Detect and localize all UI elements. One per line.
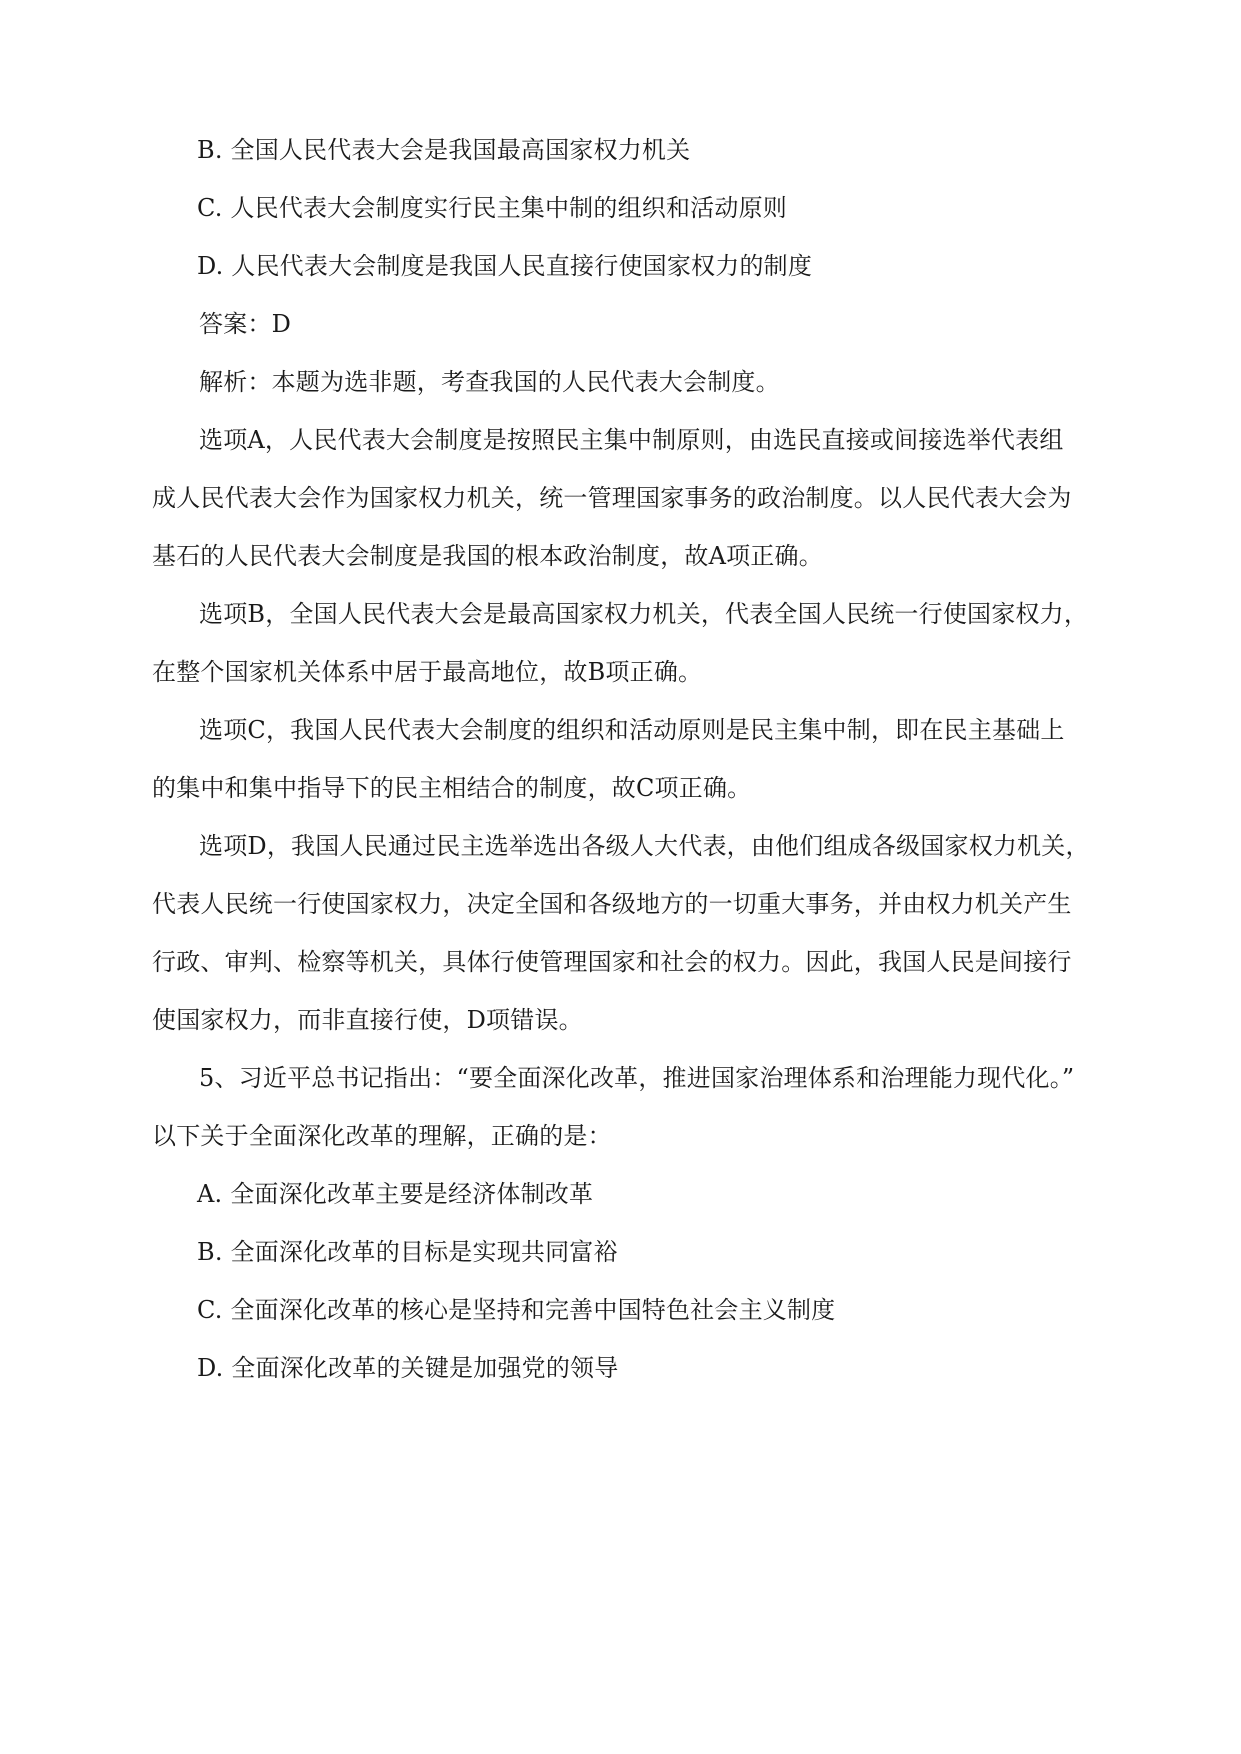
q4-analysis-a-line: 基石的人民代表大会制度是我国的根本政治制度，故A项正确。	[152, 542, 823, 570]
q4-analysis-d-line: 代表人民统一行使国家权力，决定全国和各级地方的一切重大事务，并由权力机关产生	[152, 890, 1072, 918]
q5-option-a: A. 全面深化改革主要是经济体制改革	[197, 1180, 594, 1208]
q4-analysis-c-line: 选项C，我国人民代表大会制度的组织和活动原则是民主集中制，即在民主基础上	[199, 716, 1065, 744]
q4-option-d: D. 人民代表大会制度是我国人民直接行使国家权力的制度	[197, 252, 813, 280]
q4-analysis-a-line: 选项A，人民代表大会制度是按照民主集中制原则，由选民直接或间接选举代表组	[199, 426, 1064, 454]
q4-analysis-a-line: 成人民代表大会作为国家权力机关，统一管理国家事务的政治制度。以人民代表大会为	[152, 484, 1072, 512]
q4-analysis-d-line: 行政、审判、检察等机关，具体行使管理国家和社会的权力。因此，我国人民是间接行	[152, 948, 1072, 976]
q4-option-b: B. 全国人民代表大会是我国最高国家权力机关	[197, 136, 691, 164]
q4-analysis-d-line: 选项D，我国人民通过民主选举选出各级人大代表，由他们组成各级国家权力机关，	[199, 832, 1090, 860]
q4-option-c: C. 人民代表大会制度实行民主集中制的组织和活动原则	[197, 194, 787, 222]
q4-analysis-c-line: 的集中和集中指导下的民主相结合的制度，故C项正确。	[152, 774, 752, 802]
q4-answer: 答案：D	[199, 310, 292, 338]
q4-analysis-b-line: 选项B，全国人民代表大会是最高国家权力机关，代表全国人民统一行使国家权力，	[199, 600, 1089, 628]
q5-stem-line: 以下关于全面深化改革的理解，正确的是：	[152, 1122, 612, 1150]
q5-option-d: D. 全面深化改革的关键是加强党的领导	[197, 1354, 619, 1382]
q5-option-b: B. 全面深化改革的目标是实现共同富裕	[197, 1238, 618, 1266]
q4-analysis-b-line: 在整个国家机关体系中居于最高地位，故B项正确。	[152, 658, 703, 686]
q5-stem-line: 5、习近平总书记指出：“要全面深化改革，推进国家治理体系和治理能力现代化。”	[199, 1064, 1075, 1092]
q4-analysis-d-line: 使国家权力，而非直接行使，D项错误。	[152, 1006, 583, 1034]
q4-analysis-intro: 解析：本题为选非题，考查我国的人民代表大会制度。	[199, 368, 780, 396]
q5-option-c: C. 全面深化改革的核心是坚持和完善中国特色社会主义制度	[197, 1296, 836, 1324]
